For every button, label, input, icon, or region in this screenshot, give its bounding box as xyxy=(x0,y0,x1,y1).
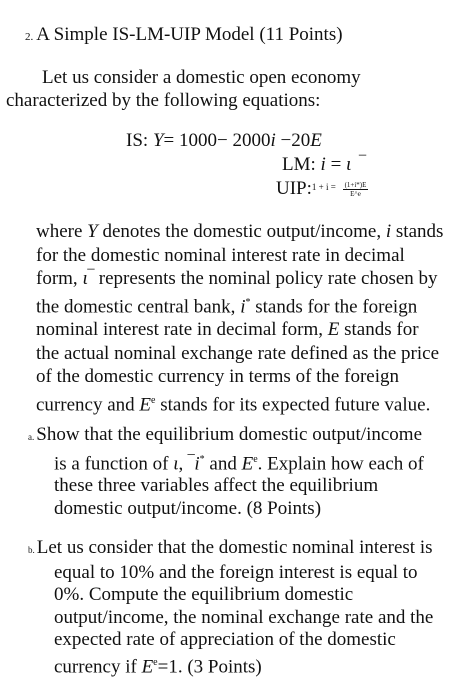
intro-line-1: Let us consider a domestic open economy xyxy=(42,67,361,88)
equation-lm: LM: i = ι ‾ xyxy=(282,154,366,175)
equation-uip: UIP:$^{1 + i =}$ $\frac{(1+i*)E}{E\^{}e}$ xyxy=(276,178,367,199)
intro-line-2: characterized by the following equations: xyxy=(6,90,321,111)
problem-heading xyxy=(25,24,343,46)
problem-number: 2. xyxy=(25,31,34,43)
question-b: b. Let us consider that the domestic nominal interest is equal to 10% and the foreign interest is equal to 0%. Compute the equilibrium domestic output/income, the nominal exchange rate and the expected rate of appreciation of the domestic currency if $E^e=1$. (3 Points) xyxy=(28,537,434,677)
equation-is: IS: Y= 1000− 2000i −20E xyxy=(126,130,322,151)
question-b-marker: b. xyxy=(28,545,35,555)
problem-title: A Simple IS-LM-UIP Model (11 Points) xyxy=(36,24,343,45)
question-a: a. Show that the equilibrium domestic output/income is a function of ι, ‾i* and $E^e$. Explain how each of these three variables affect the equilibrium domestic output/income. (8 Points) xyxy=(28,424,424,519)
uip-fraction: $\frac{(1+i*)E}{E\^{}e}$ xyxy=(344,181,367,198)
question-a-marker: a. xyxy=(28,432,35,442)
variable-description: where Y denotes the domestic output/income, i stands for the domestic nominal interest rate in decimal form, ι‾ represents the nominal policy rate chosen by the domestic central bank, i* stands for the foreign nominal interest rate in decimal form, E stands for the actual nominal exchange rate defined as the price of the domestic currency in terms of the foreign currency and $E^e$ stands for its expected future value. xyxy=(36,221,444,416)
